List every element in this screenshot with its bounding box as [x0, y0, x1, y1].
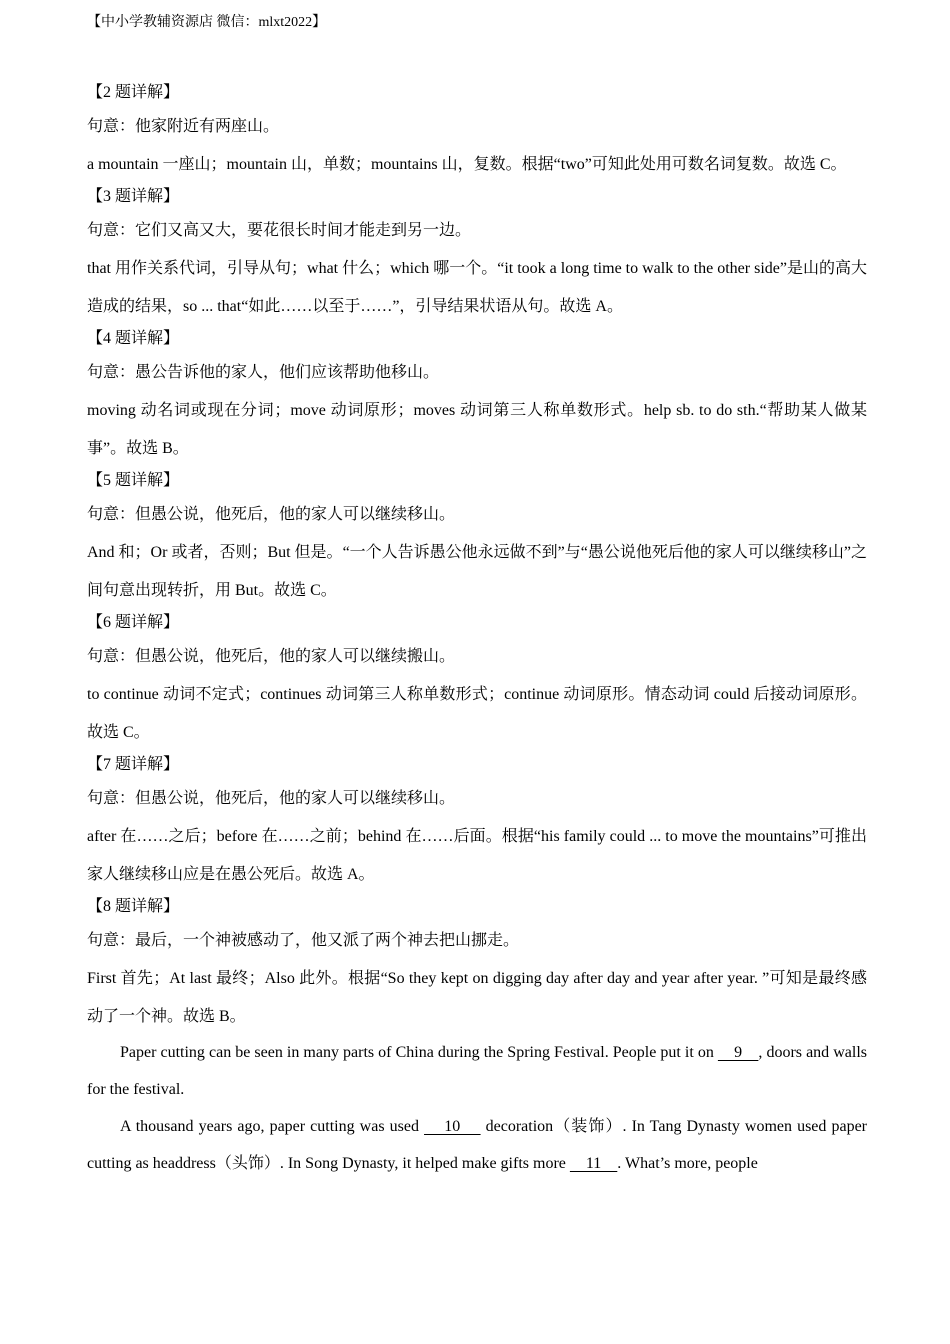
explanation-text: And 和；Or 或者，否则；But 但是。“一个人告诉愚公他永远做不到”与“愚公说他死后他的家人可以继续移山”之间句意出现转折，用 But。故选 C。	[87, 544, 867, 599]
question-heading: 【4 题详解】	[87, 330, 180, 347]
blank-10: 10	[424, 1118, 481, 1135]
blank-11: 11	[569, 1155, 618, 1172]
explanation-text: a mountain 一座山；mountain 山，单数；mountains 山，复数。根据“two”可知此处用可数名词复数。故选 C。	[87, 156, 847, 173]
passage-paragraph-1	[87, 1034, 867, 1108]
sentence-meaning: 句意：但愚公说，他死后，他的家人可以继续移山。	[87, 506, 456, 523]
explanation-q4	[87, 324, 867, 468]
explanation-text: First 首先；At last 最终；Also 此外。根据“So they kept on digging day after day and year after year. ”可知是最终感动了一个神。故选 B。	[87, 970, 867, 1025]
cloze-passage	[87, 1034, 867, 1182]
page-header: 【中小学教辅资源店 微信：mlxt2022】	[87, 15, 327, 30]
passage-text: Paper cutting can be seen in many parts of China during the Spring Festival. People put it on	[120, 1044, 718, 1061]
sentence-meaning: 句意：但愚公说，他死后，他的家人可以继续移山。	[87, 790, 456, 807]
passage-text: . What’s more, people	[617, 1155, 758, 1172]
passage-text: A thousand years ago, paper cutting was used	[120, 1118, 425, 1135]
question-heading: 【3 题详解】	[87, 188, 180, 205]
explanation-text: after 在……之后；before 在……之前；behind 在……后面。根据“his family could ... to move the mountains”可推出家人继续移山应是在愚公死后。故选 A。	[87, 828, 867, 883]
explanation-text: that 用作关系代词，引导从句；what 什么；which 哪一个。“it took a long time to walk to the other side”是山的高大造成的结果，so ... that“如此……以至于……”，引导结果状语从句。故选 A。	[87, 260, 867, 315]
sentence-meaning: 句意：他家附近有两座山。	[87, 118, 280, 135]
explanation-q2	[87, 78, 867, 184]
explanation-q7	[87, 750, 867, 894]
explanation-q6	[87, 608, 867, 752]
explanation-q5	[87, 466, 867, 610]
explanation-text: to continue 动词不定式；continues 动词第三人称单数形式；continue 动词原形。情态动词 could 后接动词原形。故选 C。	[87, 686, 867, 741]
question-heading: 【5 题详解】	[87, 472, 180, 489]
explanation-q8	[87, 892, 867, 1036]
passage-text: , doors and walls for the festival.	[87, 1044, 868, 1098]
blank-9: 9	[717, 1044, 759, 1061]
sentence-meaning: 句意：愚公告诉他的家人，他们应该帮助他移山。	[87, 364, 440, 381]
question-heading: 【6 题详解】	[87, 614, 180, 631]
passage-text: decoration（装饰）. In Tang Dynasty women used paper cutting as headdress（头饰）. In Song Dynasty, it helped make gifts more	[87, 1118, 867, 1172]
sentence-meaning: 句意：但愚公说，他死后，他的家人可以继续搬山。	[87, 648, 456, 665]
sentence-meaning: 句意：它们又高又大，要花很长时间才能走到另一边。	[87, 222, 472, 239]
sentence-meaning: 句意：最后，一个神被感动了，他又派了两个神去把山挪走。	[87, 932, 520, 949]
explanation-text: moving 动名词或现在分词；move 动词原形；moves 动词第三人称单数形式。help sb. to do sth.“帮助某人做某事”。故选 B。	[87, 402, 867, 457]
question-heading: 【2 题详解】	[87, 84, 180, 101]
passage-paragraph-2	[87, 1108, 867, 1182]
document-body	[87, 78, 867, 1182]
question-heading: 【7 题详解】	[87, 756, 180, 773]
explanation-q3	[87, 182, 867, 326]
question-heading: 【8 题详解】	[87, 898, 180, 915]
